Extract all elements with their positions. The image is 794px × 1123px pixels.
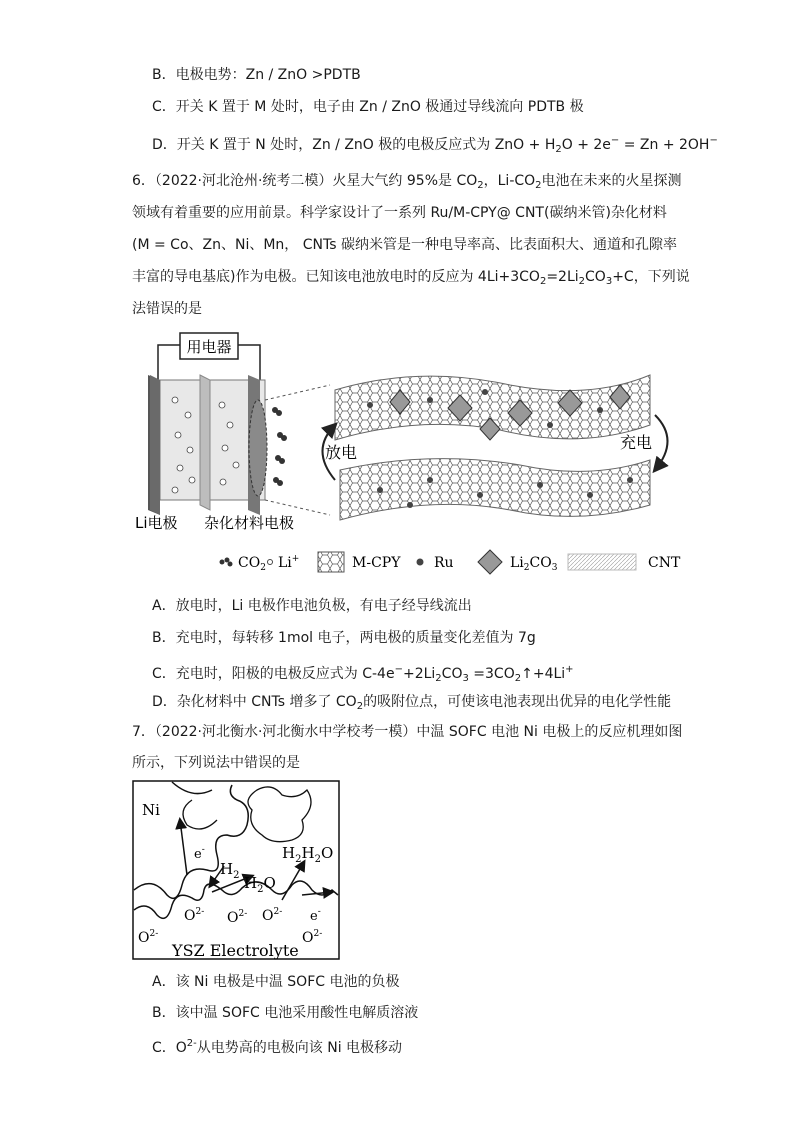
svg-text:M-CPY: M-CPY	[352, 555, 401, 571]
co2-molecules	[272, 407, 287, 486]
svg-text:Li2CO3: $Li_2CO_3$	[510, 555, 558, 573]
svg-text:Li+: Li+	[278, 554, 300, 571]
q6-stem-line5: 法错误的是	[132, 301, 202, 317]
cnt-band-bottom	[340, 459, 650, 520]
q5-option-c: C．开关 K 置于 M 处时，电子由 Zn / ZnO 极通过导线流向 PDTB 极	[152, 99, 584, 115]
separator	[200, 375, 210, 510]
q7-stem-line2: 所示，下列说法中错误的是	[132, 755, 300, 771]
svg-text:CNT: CNT	[648, 555, 681, 571]
figure-legend	[220, 550, 681, 574]
h2-label: $H_2$	[220, 860, 240, 881]
q7-option-b: B．该中温 SOFC 电池采用酸性电解质溶液	[152, 1005, 419, 1021]
ni-label: Ni	[142, 801, 160, 819]
q7-stem-line1: 7．（2022·河北衡水·河北衡水中学校考一模）中温 SOFC 电池 Ni 电极上的反应机理如图	[132, 724, 683, 740]
q5-option-d: D．开关 K 置于 N 处时，Zn / ZnO 极的电极反应式为 ZnO + $H_2O + 2e^- = Zn + 2OH^-$	[152, 135, 718, 155]
svg-text:O2-: $O^{2-}$	[227, 909, 248, 926]
svg-text:O2-: $O^{2-}$	[302, 929, 323, 946]
device-label: 用电器	[186, 338, 232, 356]
charge-label: 充电	[620, 433, 653, 452]
svg-text:Ru: Ru	[434, 555, 454, 571]
q6-option-b: B．充电时，每转移 1mol 电子，两电极的质量变化差值为 7g	[152, 630, 536, 646]
q7-option-c: C．$O^{2-}$从电势高的电极向该 Ni 电极移动	[152, 1038, 403, 1056]
electrolyte-label: YSZ Electrolyte	[172, 941, 299, 960]
q6-stem-line2: 领域有着重要的应用前景。科学家设计了一系列 Ru/M-CPY@ CNT(碳纳米管)杂化材料	[132, 205, 667, 221]
hybrid-electrode-label: 杂化材料电极	[204, 514, 295, 532]
q6-battery-figure	[130, 330, 690, 580]
e-label-right: e-	[310, 907, 321, 924]
e-label-left: e-	[194, 845, 205, 862]
q7-option-a: A．该 Ni 电极是中温 SOFC 电池的负极	[152, 974, 400, 990]
q6-option-a: A．放电时，Li 电极作电池负极，有电子经导线流出	[152, 598, 472, 614]
li-electrode-label: Li电极	[135, 514, 178, 532]
svg-text:O2-: $O^{2-}$	[262, 907, 283, 924]
charge-arrow	[655, 415, 668, 470]
electrode-surface-oval	[249, 400, 267, 496]
q6-stem-line4: 丰富的导电基底)作为电极。已知该电池放电时的反应为 $4Li+3CO_2=2Li_2CO_3+C$，下列说	[132, 269, 690, 287]
h2h2o-label: $H_2H_2O$	[282, 844, 334, 865]
q5-option-b: B．电极电势：Zn / ZnO >PDTB	[152, 67, 361, 83]
svg-text:CO2: $CO_2$	[238, 555, 266, 573]
q6-option-d: D．杂化材料中 CNTs 增多了 $CO_2$的吸附位点，可使该电池表现出优异的电化学性能	[152, 694, 672, 712]
q7-sofc-figure	[132, 780, 340, 960]
svg-text:O2-: $O^{2-}$	[138, 929, 159, 946]
q6-stem-line3: (M = Co、Zn、Ni、Mn， CNTs 碳纳米管是一种电导率高、比表面积大、通道和孔隙率	[132, 237, 677, 253]
discharge-label: 放电	[325, 443, 358, 462]
q6-option-c: C．充电时，阳极的电极反应式为 $C-4e^-+2Li_2CO_3$ $=3CO_2↑+4Li^+$	[152, 664, 574, 684]
h2o-label: $H_2O$	[244, 874, 276, 895]
q6-stem-line1: 6．（2022·河北沧州·统考二模）火星大气约 95%是 $CO_2$，$Li-CO_2$电池在未来的火星探测	[132, 173, 682, 191]
svg-text:O2-: $O^{2-}$	[184, 907, 205, 924]
